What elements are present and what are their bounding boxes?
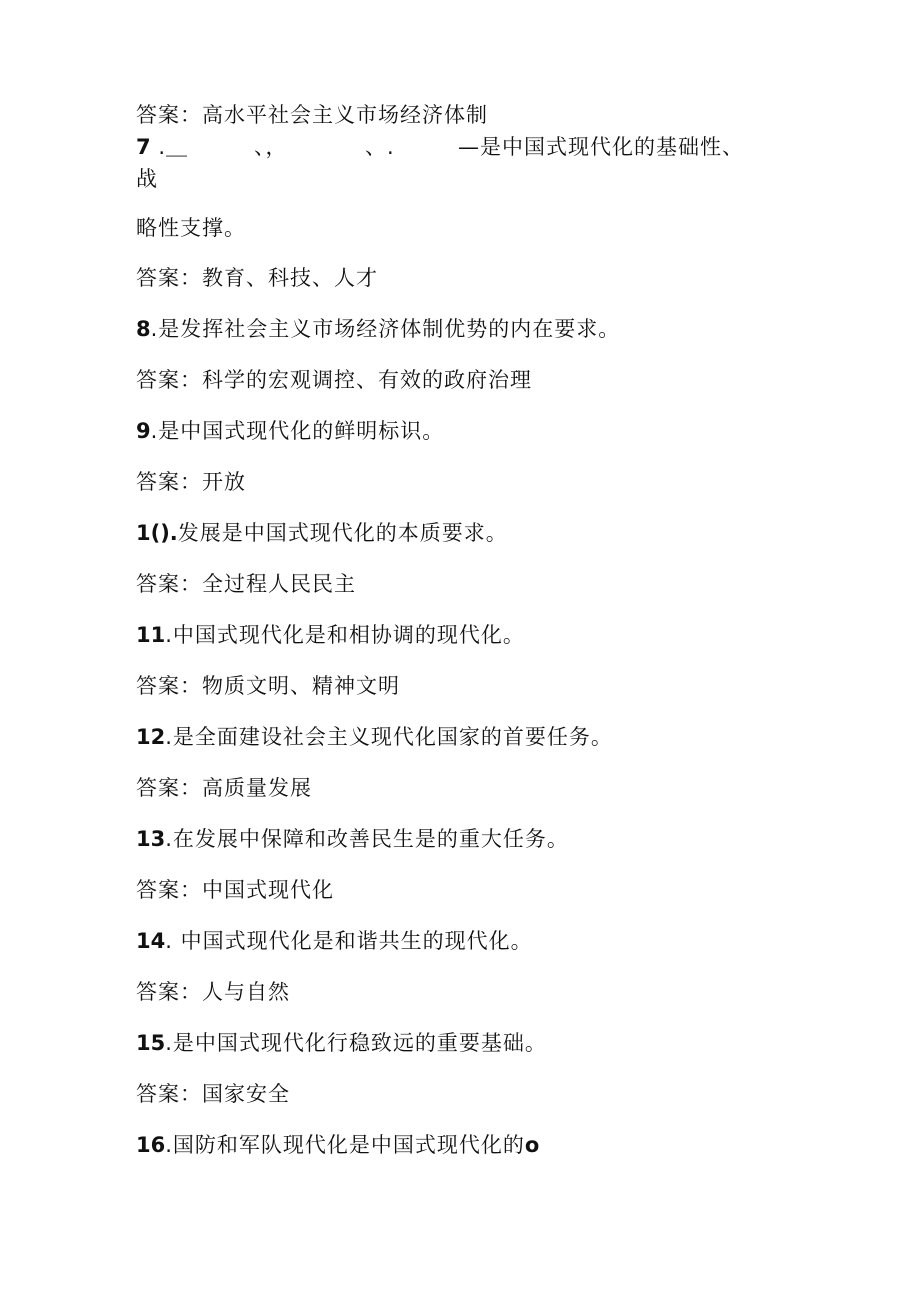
answer-7: 答案：教育、科技、人才 <box>136 266 378 290</box>
question-number: 9 <box>136 419 151 443</box>
question-text: .是发挥社会主义市场经济体制优势的内在要求。 <box>150 317 621 341</box>
question-number: 12 <box>136 725 166 749</box>
question-text: .是中国式现代化行稳致远的重要基础。 <box>165 1031 547 1055</box>
question-13 <box>136 825 569 853</box>
question-7-wrap: 战 <box>136 167 158 191</box>
question-12 <box>136 723 613 751</box>
question-text: .国防和军队现代化是中国式现代化的 <box>165 1133 525 1157</box>
question-number: 14 <box>136 929 166 953</box>
question-text: .中国式现代化是和相协调的现代化。 <box>165 623 525 647</box>
question-number: 13 <box>136 827 166 851</box>
question-number: 8 <box>136 317 151 341</box>
question-number: 15 <box>136 1031 166 1055</box>
question-15 <box>136 1029 547 1057</box>
answer-15: 答案：国家安全 <box>136 1082 290 1106</box>
answer-10: 答案：全过程人民民主 <box>136 572 356 596</box>
question-10 <box>136 519 508 547</box>
question-9 <box>136 417 444 445</box>
answer-11: 答案：物质文明、精神文明 <box>136 674 400 698</box>
question-14 <box>136 927 533 955</box>
answer-13: 答案：中国式现代化 <box>136 878 334 902</box>
question-number: 16 <box>136 1133 166 1157</box>
answer-14: 答案：人与自然 <box>136 980 290 1004</box>
question-end-mark: o <box>524 1133 540 1157</box>
answer-12: 答案：高质量发展 <box>136 776 312 800</box>
question-blanks: .＿ 、， 、. <box>158 135 395 159</box>
answer-8: 答案：科学的宏观调控、有效的政府治理 <box>136 368 532 392</box>
question-7 <box>136 133 395 161</box>
question-16 <box>136 1131 539 1159</box>
question-7-text: —是中国式现代化的基础性、 <box>458 135 744 159</box>
question-number: 7 <box>136 135 151 159</box>
question-number: 11 <box>136 623 166 647</box>
answer-9: 答案：开放 <box>136 470 246 494</box>
question-text: . 中国式现代化是和谐共生的现代化。 <box>165 929 533 953</box>
question-text: .在发展中保障和改善民生是的重大任务。 <box>165 827 569 851</box>
question-text: 发展是中国式现代化的本质要求。 <box>177 521 508 545</box>
question-number: 1(). <box>136 521 178 545</box>
question-text: .是全面建设社会主义现代化国家的首要任务。 <box>165 725 613 749</box>
question-11 <box>136 621 525 649</box>
question-7-continuation: 略性支撑。 <box>136 216 246 240</box>
answer-6: 答案：高水平社会主义市场经济体制 <box>136 103 488 127</box>
question-text: .是中国式现代化的鲜明标识。 <box>150 419 445 443</box>
question-8 <box>136 315 620 343</box>
